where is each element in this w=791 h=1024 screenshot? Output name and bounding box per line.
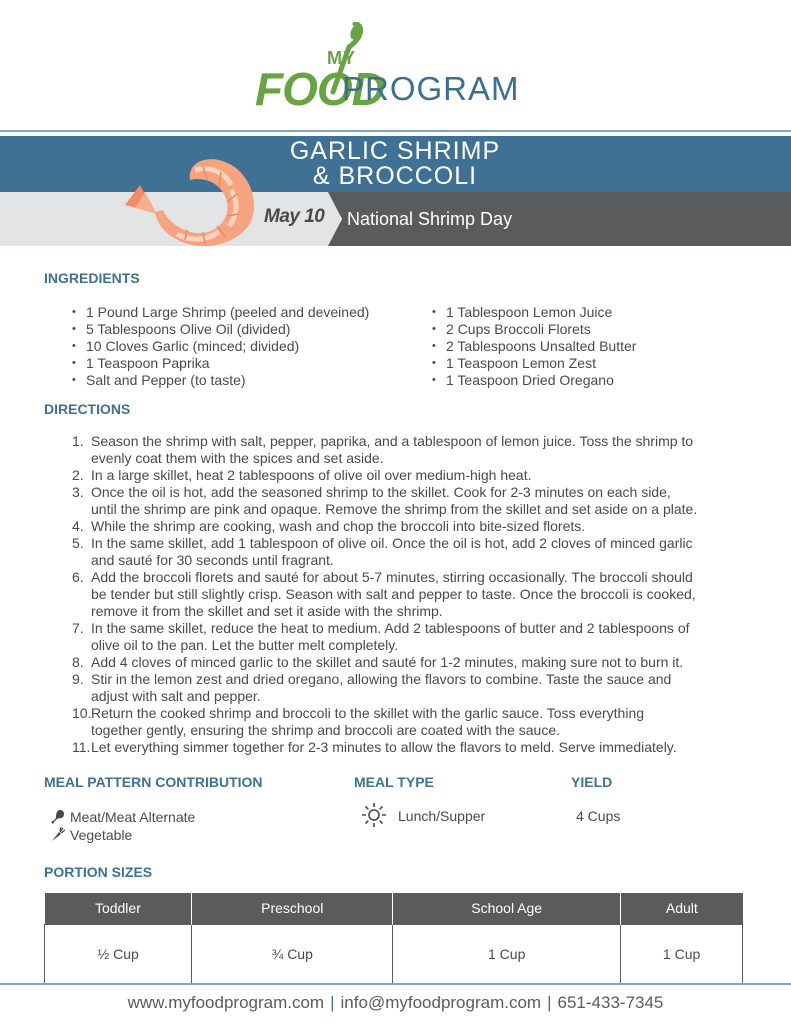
direction-line: remove it from the skillet and set it aside with the shrimp. <box>91 603 443 619</box>
portion-sizes-heading: PORTION SIZES <box>44 864 153 880</box>
direction-step-number: 1. <box>72 433 84 449</box>
footer-separator: | <box>330 993 335 1012</box>
meal-type-heading: MEAL TYPE <box>354 774 434 790</box>
direction-line: and sauté for 30 seconds until fragrant. <box>91 552 334 568</box>
footer <box>0 993 791 1013</box>
meal-pattern-label: Vegetable <box>70 827 133 843</box>
sun-icon <box>361 802 387 828</box>
ingredient-item: • 2 Tablespoons Unsalted Butter <box>432 338 636 355</box>
direction-step-number: 3. <box>72 484 84 500</box>
direction-step-number: 2. <box>72 467 84 483</box>
footer-phone: 651-433-7345 <box>557 993 664 1012</box>
direction-line: together gently, ensuring the shrimp and broccoli are coated with the sauce. <box>91 722 561 738</box>
portion-value-school-age: 1 Cup <box>393 924 621 983</box>
direction-step-text <box>91 484 752 518</box>
ingredients-heading: INGREDIENTS <box>44 270 140 286</box>
direction-line: Stir in the lemon zest and dried oregano, allowing the flavors to combine. Taste the sauce and <box>91 671 672 687</box>
direction-step-number: 10. <box>72 705 92 721</box>
direction-step <box>72 654 752 671</box>
direction-line: evenly coat them with the spices and set aside. <box>91 450 384 466</box>
recipe-title-line2: & BROCCOLI <box>312 162 478 190</box>
ingredient-item: • 1 Pound Large Shrimp (peeled and deveined) <box>72 304 369 321</box>
direction-line: Return the cooked shrimp and broccoli to the skillet with the garlic sauce. Toss everything <box>91 705 645 721</box>
direction-step-number: 6. <box>72 569 84 585</box>
logo-program: PROGRAM <box>342 70 520 107</box>
portion-value-row <box>45 924 743 983</box>
direction-step-text <box>91 654 752 671</box>
bottom-divider <box>0 983 791 985</box>
direction-line: Add 4 cloves of minced garlic to the skillet and sauté for 1-2 minutes, making sure not to burn it. <box>91 654 684 670</box>
portion-value-toddler: ½ Cup <box>45 924 192 983</box>
logo-my: MY <box>327 48 356 68</box>
portion-col-adult: Adult <box>621 893 743 924</box>
direction-line: Add the broccoli florets and sauté for about 5-7 minutes, stirring occasionally. The broccoli should <box>91 569 693 585</box>
ingredient-item: • 1 Tablespoon Lemon Juice <box>432 304 636 321</box>
direction-line: In the same skillet, reduce the heat to medium. Add 2 tablespoons of butter and 2 tablespoons of <box>91 620 690 636</box>
drumstick-icon <box>50 809 66 825</box>
direction-line: Once the oil is hot, add the seasoned shrimp to the skillet. Cook for 2-3 minutes on each side, <box>91 484 671 500</box>
direction-step-text <box>91 467 752 484</box>
direction-step-number: 8. <box>72 654 84 670</box>
direction-step-text <box>91 705 752 739</box>
direction-step <box>72 569 752 620</box>
meal-pattern-item-vegetable <box>50 827 132 843</box>
portion-col-toddler: Toddler <box>45 893 192 924</box>
ingredient-item: • 1 Teaspoon Paprika <box>72 355 369 372</box>
direction-line: While the shrimp are cooking, wash and chop the broccoli into bite-sized florets. <box>91 518 586 534</box>
direction-step-number: 7. <box>72 620 84 636</box>
direction-step <box>72 484 752 518</box>
direction-step <box>72 518 752 535</box>
recipe-title-line1: GARLIC SHRIMP <box>289 137 501 165</box>
portion-value-preschool: ¾ Cup <box>192 924 393 983</box>
ingredients-list-left <box>72 304 369 389</box>
direction-line: Let everything simmer together for 2-3 minutes to allow the flavors to meld. Serve immediately. <box>91 739 677 755</box>
ingredient-item: • 5 Tablespoons Olive Oil (divided) <box>72 321 369 338</box>
portion-col-preschool: Preschool <box>192 893 393 924</box>
top-divider <box>0 130 791 132</box>
brand-logo <box>255 22 545 115</box>
direction-step-text <box>91 518 752 535</box>
yield-heading: YIELD <box>571 774 613 790</box>
direction-line: adjust with salt and pepper. <box>91 688 261 704</box>
logo-food: FOOD <box>255 63 384 115</box>
direction-line: olive oil to the pan. Let the butter melt completely. <box>91 637 399 653</box>
portion-sizes-table <box>44 893 743 984</box>
direction-step-text <box>91 433 752 467</box>
footer-website-link[interactable]: www.myfoodprogram.com <box>127 993 325 1012</box>
direction-line: Season the shrimp with salt, pepper, paprika, and a tablespoon of lemon juice. Toss the shrimp to <box>91 433 694 449</box>
portion-col-school-age: School Age <box>393 893 621 924</box>
holiday-name: National Shrimp Day <box>347 209 513 229</box>
direction-step-number: 4. <box>72 518 84 534</box>
direction-step-text <box>91 535 752 569</box>
footer-email-link[interactable]: info@myfoodprogram.com <box>340 993 542 1012</box>
holiday-date: May 10 <box>264 206 325 227</box>
direction-step-number: 11. <box>72 739 91 755</box>
direction-step <box>72 705 752 739</box>
ingredient-item: • 1 Teaspoon Dried Oregano <box>432 372 636 389</box>
direction-line: In the same skillet, add 1 tablespoon of olive oil. Once the oil is hot, add 2 cloves of minced garlic <box>91 535 693 551</box>
direction-step-text <box>91 671 752 705</box>
ingredient-item: • 1 Teaspoon Lemon Zest <box>432 355 636 372</box>
direction-step-text <box>91 569 752 620</box>
direction-step-text <box>91 739 752 756</box>
footer-separator: | <box>547 993 552 1012</box>
direction-step-number: 5. <box>72 535 84 551</box>
direction-step <box>72 535 752 569</box>
direction-step-number: 9. <box>72 671 84 687</box>
portion-value-adult: 1 Cup <box>621 924 743 983</box>
meal-pattern-label: Meat/Meat Alternate <box>70 809 196 825</box>
shrimp-illustration <box>115 150 265 260</box>
direction-step <box>72 433 752 467</box>
carrot-icon <box>50 827 66 843</box>
ingredient-item: • 2 Cups Broccoli Florets <box>432 321 636 338</box>
direction-line: In a large skillet, heat 2 tablespoons of olive oil over medium-high heat. <box>91 467 532 483</box>
direction-line: be tender but still slightly crisp. Season with salt and pepper to taste. Once the broccoli is cooked, <box>91 586 696 602</box>
meal-type-value: Lunch/Supper <box>398 808 486 824</box>
meal-pattern-heading: MEAL PATTERN CONTRIBUTION <box>44 774 263 790</box>
portion-header-row <box>45 893 743 924</box>
direction-step <box>72 467 752 484</box>
ingredient-item: • Salt and Pepper (to taste) <box>72 372 369 389</box>
direction-step <box>72 739 752 756</box>
yield-value: 4 Cups <box>576 808 621 824</box>
ingredient-item: • 10 Cloves Garlic (minced; divided) <box>72 338 369 355</box>
directions-heading: DIRECTIONS <box>44 401 131 417</box>
ingredients-list-right <box>432 304 636 389</box>
direction-step <box>72 671 752 705</box>
direction-step <box>72 620 752 654</box>
directions-list <box>72 433 752 756</box>
meal-pattern-item-meat <box>50 809 195 825</box>
direction-line: until the shrimp are pink and opaque. Remove the shrimp from the skillet and set aside on a plate. <box>91 501 698 517</box>
direction-step-text <box>91 620 752 654</box>
